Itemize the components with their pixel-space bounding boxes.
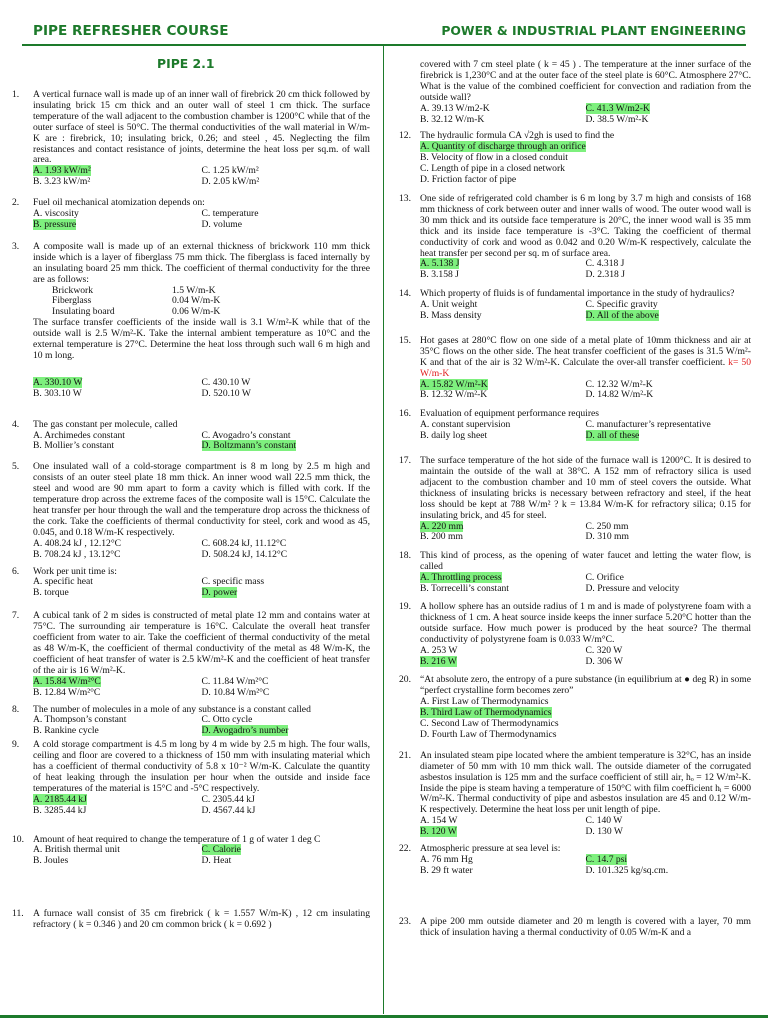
- option-d: D. 310 mm: [585, 531, 629, 543]
- option-b: B. 708.24 kJ , 13.12°C: [33, 548, 121, 560]
- question-text: The surface temperature of the hot side of the furnace wall is 1200°C. It is desired to maintain the outside of the wall at 38°C. A 152 mm of refractory silica is used adjacent to the combustion chamber and 10 mm of steel covers the outside. What thickness of insulating bricks is necessary between refractory and steel, if the heat loss should be kept at 788 W/m² ? k = 13.84 W/m-K for refractory silica; 0.15 for insulating brick, and 45 for steel.: [420, 455, 751, 521]
- option-b: B. 3.158 J: [420, 269, 459, 281]
- option-a: A. 39.13 W/m2-K: [420, 102, 490, 114]
- question-21: [399, 751, 751, 838]
- conductivity-table: [52, 286, 370, 319]
- option-c: C. 1.25 kW/m²: [201, 165, 259, 177]
- question-number: 9.: [12, 739, 20, 751]
- option-a: A. First Law of Thermodynamics: [420, 696, 549, 708]
- option-d: D. 4567.44 kJ: [201, 804, 256, 816]
- option-b: B. 32.12 W/m-K: [420, 113, 485, 125]
- answer-options: [33, 209, 370, 231]
- answer-options: [33, 577, 370, 599]
- option-b: B. Velocity of flow in a closed conduit: [420, 152, 568, 164]
- question-text: A cold storage compartment is 4.5 m long by 4 m wide by 2.5 m high. The four walls, ceiling and floor are covered to a thickness of 150 mm with insulating material which has a coefficient of thermal conductivity of 5.8 x 10⁻² W/m-K. Calculate the quantity of heat leaking through the insulation per hour when the outside and inside face temperatures of the material is 15°C and -5°C respectively.: [33, 739, 370, 794]
- option-d: D. 2.318 J: [585, 269, 625, 281]
- question-text: “At absolute zero, the entropy of a pure substance (in equilibrium at ● deg R) in some “perfect crystalline form becomes zero”: [420, 674, 751, 697]
- option-a-correct: A. 5.138 J: [420, 258, 460, 270]
- option-d: D. Fourth Law of Thermodynamics: [420, 728, 557, 740]
- material-name: Brickwork: [52, 284, 94, 296]
- question-number: 18.: [399, 550, 411, 562]
- answer-options: [420, 300, 751, 322]
- question-number: 4.: [12, 418, 20, 430]
- option-b-correct: B. Third Law of Thermodynamics: [420, 707, 552, 719]
- option-c: C. 320 W: [585, 644, 623, 656]
- footer-rule: [0, 1015, 768, 1018]
- option-a-correct: A. 15.84 W/m²°C: [33, 675, 101, 687]
- option-d: D. 130 W: [585, 826, 623, 838]
- question-22: [399, 844, 751, 877]
- option-d: D. 520.10 W: [201, 387, 251, 399]
- question-text: An insulated steam pipe located where the ambient temperature is 32°C, has an inside diameter of 50 mm with 10 mm thick wall. The outside diameter of the corrugated asbestos insulation is 125 mm and the surface coefficient of still air, hₒ = 12 W/m²-K. Inside the pipe is steam having a temperature of 150°C with film coefficient hᵢ = 6000 W/m²-K. Thermal conductivity of pipe and asbestos insulation are 45 and 0.12 W/m-K respectively. Determine the heat loss per unit length of pipe.: [420, 749, 751, 816]
- option-a: A. specific heat: [33, 576, 93, 588]
- question-16: [399, 409, 751, 442]
- option-d: D. 508.24 kJ, 14.12°C: [201, 548, 288, 560]
- question-number: 23.: [399, 915, 411, 927]
- question-text: A furnace wall consist of 35 cm firebrick ( k = 1.557 W/m-K) , 12 cm insulating refractory ( k = 0.346 ) and 20 cm common brick ( k = 0.692 ): [33, 908, 370, 931]
- answer-options: [420, 142, 751, 186]
- option-c: C. 11.84 W/m²°C: [201, 675, 269, 687]
- subject-title: POWER & INDUSTRIAL PLANT ENGINEERING: [441, 23, 746, 38]
- option-a: A. Unit weight: [420, 299, 478, 311]
- question-text: A cubical tank of 2 m sides is constructed of metal plate 12 mm and contains water at 75°C. The surrounding air temperature is 16°C. Calculate the overall heat transfer coefficient from water to air. Take the coefficient of thermal conductivity of the metal as 48 W/m-K, the coefficient of thermal conductivity of the metal as 48 W/m-K, the coefficient of heat transfer of water is 2.5 kW/m²-K and the coefficient of heat transfer of the air is 16 W/m²-K.: [33, 610, 370, 676]
- answer-options: [420, 697, 751, 741]
- question-text: One side of refrigerated cold chamber is 6 m long by 3.7 m high and consists of 168 mm thickness of cork between outer and inner walls of wood. The outer wood wall is 30 mm thick and its outside face temperature is 20°C, the inner wood wall is 35 mm thick and its inside face temperature is -3°C. Taking the coefficient of thermal conductivity of cork and wood as 0.042 and 0.20 W/m-K respectively, calculate the heat transfer per second per sq. m of surface area.: [420, 192, 751, 259]
- answer-options: [420, 522, 751, 544]
- answer-options: [33, 431, 370, 453]
- option-b: B. daily log sheet: [420, 430, 488, 442]
- question-6: [12, 567, 370, 600]
- question-text-continued: The surface transfer coefficients of the inside wall is 3.1 W/m²-K while that of the outside wall is 2.5 W/m²-K. Take the internal ambient temperature as 10°C and the external temperature is 27°C. Determine the heat loss through such wall 6 m high and 10 m long.: [33, 317, 370, 361]
- question-text: Amount of heat required to change the temperature of 1 g of water 1 deg C: [33, 833, 321, 845]
- option-c: C. 140 W: [585, 815, 623, 827]
- answer-options: [420, 646, 751, 668]
- option-d: D. 38.5 W/m²-K: [585, 113, 649, 125]
- question-11-continued: [399, 60, 751, 125]
- answer-options: [420, 573, 751, 595]
- question-number: 6.: [12, 565, 20, 577]
- question-number: 14.: [399, 288, 411, 300]
- question-text: This kind of process, as the opening of water faucet and letting the water flow, is called: [420, 550, 751, 573]
- option-b: B. Mass density: [420, 310, 482, 322]
- material-name: Fiberglass: [52, 295, 92, 307]
- option-d: D. 10.84 W/m²°C: [201, 686, 270, 698]
- question-text: Work per unit time is:: [33, 565, 117, 577]
- option-a: A. Thompson’s constant: [33, 714, 127, 726]
- option-a-correct: A. 220 mm: [420, 520, 464, 532]
- option-c: C. Otto cycle: [201, 714, 253, 726]
- question-number: 19.: [399, 600, 411, 612]
- answer-options: [420, 420, 751, 442]
- answer-options: [33, 845, 370, 867]
- option-c: C. 4.318 J: [585, 258, 625, 270]
- answer-options: [33, 795, 370, 817]
- option-c: C. temperature: [201, 208, 259, 220]
- option-c: C. Second Law of Thermodynamics: [420, 718, 559, 730]
- question-14: [399, 289, 751, 322]
- answer-options: [33, 166, 370, 188]
- question-text: The number of molecules in a mole of any substance is a constant called: [33, 703, 311, 715]
- question-13: [399, 194, 751, 281]
- material-k: 0.06 W/m-K: [172, 306, 221, 318]
- option-c: C. Orifice: [585, 572, 624, 584]
- question-15: [399, 336, 751, 401]
- question-number: 11.: [12, 908, 24, 920]
- question-number: 8.: [12, 703, 20, 715]
- question-number: 10.: [12, 833, 24, 845]
- question-8: [12, 705, 370, 738]
- option-b: B. 303.10 W: [33, 387, 82, 399]
- option-d: D. Pressure and velocity: [585, 583, 680, 595]
- section-title: PIPE 2.1: [157, 56, 215, 71]
- answer-options: [420, 855, 751, 877]
- answer-options: [420, 259, 751, 281]
- option-b-correct: B. 216 W: [420, 655, 457, 667]
- answer-options: [420, 104, 751, 126]
- option-c-correct: C. Calorie: [201, 844, 241, 856]
- question-number: 13.: [399, 192, 411, 204]
- option-c: C. 608.24 kJ, 11.12°C: [201, 537, 287, 549]
- question-2: [12, 198, 370, 231]
- material-name: Insulating board: [52, 306, 115, 318]
- question-text: A pipe 200 mm outside diameter and 20 m length is covered with a layer, 70 mm thick of insulation having a thermal conductivity of 0.05 W/m-K and a: [420, 915, 751, 938]
- option-a-correct: A. Quantity of discharge through an orifice: [420, 141, 586, 153]
- question-text: covered with 7 cm steel plate ( k = 45 ) . The temperature at the inner surface of the firebrick is 1,230°C and at the outer face of the steel plate is 60°C. Atmosphere 27°C. What is the value of the combined coefficient for convection and radiation from the outside wall?: [420, 59, 751, 103]
- option-c: C. Specific gravity: [585, 299, 658, 311]
- option-d: D. volume: [201, 218, 243, 230]
- option-c: C. Length of pipe in a closed network: [420, 163, 565, 175]
- option-b: B. Mollier’s constant: [33, 440, 115, 452]
- question-text: Evaluation of equipment performance requires: [420, 408, 600, 420]
- question-text: Hot gases at 280°C flow on one side of a metal plate of 10mm thickness and air at 35°C flows on the other side. The heat transfer coefficient of the gases is 31.5 W/m²-K and that of the air is 32 W/m²-K. Calculate the over-all transfer coefficient.: [420, 334, 751, 368]
- option-a: A. British thermal unit: [33, 844, 120, 856]
- option-a: A. 76 mm Hg: [420, 854, 473, 865]
- question-number: 17.: [399, 455, 411, 467]
- left-column: [12, 90, 370, 931]
- right-column: [399, 60, 751, 939]
- question-text: The gas constant per molecule, called: [33, 418, 178, 430]
- question-number: 1.: [12, 89, 20, 100]
- question-text: A vertical furnace wall is made up of an inner wall of firebrick 20 cm thick followed by insulating brick 15 cm thick and an outer wall of steel 1 cm thick. The surface temperature of the wall adjacent to the combustion chamber is 1200°C while that of the outer surface of steel is 50°C. The thermal conductivities of the wall material in W/m-K are : firebrick, 10; insulating brick, 0.26; and steel , 45. Neglecting the film resistances and contact resistance of joints, determine the heat loss per sq.m. of wall area.: [33, 89, 370, 166]
- question-number: 3.: [12, 240, 20, 252]
- answer-options: [420, 380, 751, 402]
- answer-options: [33, 677, 370, 699]
- option-d-correct: D. Boltzmann’s constant: [201, 440, 297, 452]
- option-c: C. manufacturer’s representative: [585, 419, 711, 431]
- question-text: A composite wall is made up of an external thickness of brickwork 110 mm thick inside which is a layer of fiberglass 75 mm thick. The fiberglass is faced internally by an insulating board 25 mm thick. The coefficient of thermal conductivity for the three are as follows:: [33, 240, 370, 285]
- question-text: Which property of fluids is of fundamental importance in the study of hydraulics?: [420, 288, 735, 300]
- option-a-correct: A. 15.82 W/m²-K: [420, 378, 488, 390]
- answer-options: [33, 539, 370, 561]
- header-rule: [22, 44, 746, 46]
- option-c: C. 430.10 W: [201, 376, 251, 388]
- question-11: [12, 909, 370, 931]
- question-number: 20.: [399, 674, 411, 686]
- question-number: 12.: [399, 130, 411, 142]
- handwritten-note: k= 50 W/m-K: [420, 356, 751, 379]
- option-b: B. Torrecelli’s constant: [420, 583, 509, 595]
- option-c: C. Avogadro’s constant: [201, 429, 291, 441]
- answer-options: [33, 378, 370, 400]
- option-a-correct: A. 2185.44 kJ: [33, 793, 87, 805]
- question-number: 21.: [399, 749, 411, 761]
- option-a: A. Archimedes constant: [33, 429, 125, 441]
- question-number: 15.: [399, 334, 411, 346]
- option-c: C. specific mass: [201, 576, 265, 588]
- question-7: [12, 611, 370, 698]
- question-text: Fuel oil mechanical atomization depends on:: [33, 197, 205, 209]
- option-a: A. 408.24 kJ , 12.12°C: [33, 537, 122, 549]
- question-23: [399, 917, 751, 939]
- option-b: B. 29 ft water: [420, 864, 473, 876]
- material-k: 1.5 W/m-K: [172, 284, 216, 296]
- question-text: A hollow sphere has an outside radius of 1 m and is made of polystyrene foam with a thickness of 1 cm. A heat source inside keeps the inner surface 5.20°C hotter than the outside surface. How much power is produced by the heat source? The thermal conductivity of polystyrene foam is 0.033 W/m°C.: [420, 600, 751, 645]
- option-b: B. 3285.44 kJ: [33, 804, 87, 816]
- option-b-correct: B. pressure: [33, 218, 77, 230]
- question-number: 2.: [12, 197, 20, 209]
- option-b: B. 200 mm: [420, 531, 463, 543]
- question-text: The hydraulic formula CA √2gh is used to find the: [420, 130, 615, 142]
- question-3: [12, 242, 370, 400]
- question-number: 7.: [12, 610, 20, 622]
- option-b: B. Rankine cycle: [33, 725, 99, 737]
- option-c: C. 250 mm: [585, 520, 629, 532]
- option-d-correct: D. all of these: [585, 430, 640, 442]
- option-a-correct: A. 330.10 W: [33, 376, 83, 388]
- question-number: 22.: [399, 843, 411, 855]
- option-a-correct: A. 1.93 kW/m²: [33, 165, 91, 177]
- answer-options: [420, 816, 751, 838]
- option-b: B. torque: [33, 587, 69, 599]
- option-d: D. 2.05 kW/m²: [201, 176, 260, 188]
- option-b: B. Joules: [33, 855, 69, 867]
- option-b: B. 12.84 W/m²°C: [33, 686, 101, 698]
- option-a: A. 154 W: [420, 815, 458, 827]
- option-d: D. Friction factor of pipe: [420, 174, 517, 186]
- question-number: 16.: [399, 408, 411, 420]
- question-17: [399, 456, 751, 543]
- option-c-correct: C. 41.3 W/m2-K: [585, 102, 650, 114]
- option-c: C. 12.32 W/m²-K: [585, 378, 653, 390]
- question-number: 5.: [12, 461, 20, 473]
- question-4: [12, 420, 370, 453]
- option-d: D. 14.82 W/m²-K: [585, 389, 654, 401]
- option-d: D. Heat: [201, 855, 232, 867]
- option-b: B. 12.32 W/m²-K: [420, 389, 488, 401]
- option-a-correct: A. Throttling process: [420, 572, 502, 584]
- question-text: Atmospheric pressure at sea level is:: [420, 843, 561, 855]
- question-12: [399, 131, 751, 186]
- option-d-correct: D. Avogadro’s number: [201, 725, 289, 737]
- question-18: [399, 551, 751, 595]
- option-c: C. 2305.44 kJ: [201, 793, 255, 805]
- question-20: [399, 675, 751, 740]
- question-10: [12, 835, 370, 868]
- answer-options: [33, 715, 370, 737]
- option-d-correct: D. All of the above: [585, 310, 659, 322]
- question-19: [399, 602, 751, 667]
- option-b: B. 3.23 kW/m²: [33, 176, 91, 188]
- question-5: [12, 462, 370, 560]
- option-c-correct: C. 14.7 psi: [585, 854, 628, 865]
- option-d-correct: D. power: [201, 587, 238, 599]
- option-d: D. 306 W: [585, 655, 623, 667]
- material-k: 0.04 W/m-K: [172, 295, 221, 307]
- question-text: One insulated wall of a cold-storage compartment is 8 m long by 2.5 m high and consists of an outer steel plate 18 mm thick. An inner wood wall 22.5 mm thick, the steel and wood are 90 mm apart to form a cavity which is filled with cork. If the temperature drop across the extreme faces of the composite wall is 15°C. Calculate the heat transfer per hour through the wall and the temperature drop across the thickness of the cork. Take the coefficients of thermal conductivity for steel, cork and wood as 45, 0.045, and 0.18 W/m-K respectively.: [33, 461, 370, 538]
- question-1: [12, 90, 370, 188]
- option-a: A. viscosity: [33, 208, 79, 220]
- column-divider: [383, 46, 384, 1014]
- option-b-correct: B. 120 W: [420, 826, 457, 838]
- option-d: D. 101.325 kg/sq.cm.: [585, 864, 669, 876]
- option-a: A. constant supervision: [420, 419, 511, 431]
- course-title: PIPE REFRESHER COURSE: [33, 23, 229, 39]
- question-9: [12, 740, 370, 816]
- option-a: A. 253 W: [420, 644, 458, 656]
